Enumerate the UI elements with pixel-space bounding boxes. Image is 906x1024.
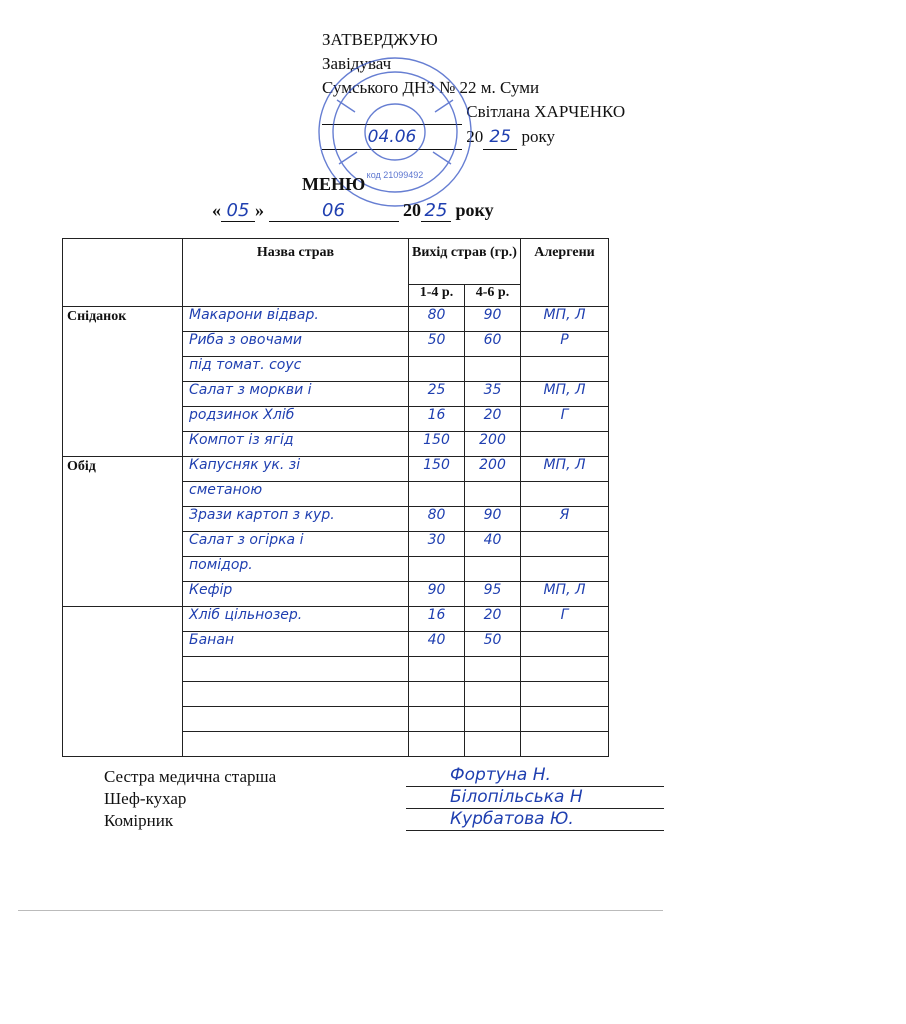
portion-4-6-cell (465, 707, 521, 732)
menu-month: 06 (269, 200, 399, 222)
portion-4-6-cell (465, 557, 521, 582)
storekeeper-sign-line (406, 830, 664, 831)
header-age-1-4: 1-4 р. (409, 285, 465, 307)
table-row (63, 607, 609, 632)
meal-lunch: Обід (63, 457, 183, 607)
allergens-cell: Г (521, 607, 609, 632)
stamp-marks (337, 100, 453, 164)
portion-1-4-cell (409, 682, 465, 707)
portion-1-4-cell: 150 (409, 432, 465, 457)
portion-1-4-cell: 40 (409, 632, 465, 657)
portion-1-4-cell: 30 (409, 532, 465, 557)
allergens-cell: МП, Л (521, 382, 609, 407)
nurse-label: Сестра медична старша (104, 767, 277, 786)
menu-rows (63, 307, 609, 757)
portion-1-4-cell (409, 732, 465, 757)
header-dish: Назва страв (183, 239, 409, 307)
allergens-cell (521, 657, 609, 682)
portion-1-4-cell (409, 357, 465, 382)
portion-1-4-cell: 80 (409, 307, 465, 332)
dish-cell: Хліб цільнозер. (183, 607, 409, 632)
chef-label: Шеф-кухар (104, 789, 187, 808)
dish-cell (183, 732, 409, 757)
portion-4-6-cell (465, 657, 521, 682)
approval-position: Завідувач (322, 54, 392, 73)
dish-cell: Риба з овочами (183, 332, 409, 357)
meal-empty (63, 607, 183, 757)
allergens-cell (521, 632, 609, 657)
dish-cell: Кефір (183, 582, 409, 607)
allergens-cell (521, 707, 609, 732)
table-row (63, 457, 609, 482)
allergens-cell (521, 682, 609, 707)
allergens-cell (521, 732, 609, 757)
approval-heading: ЗАТВЕРДЖУЮ (322, 30, 438, 49)
portion-4-6-cell: 20 (465, 607, 521, 632)
dish-cell: Банан (183, 632, 409, 657)
storekeeper-label: Комірник (104, 811, 174, 830)
menu-table (62, 238, 609, 757)
dish-cell: помідор. (183, 557, 409, 582)
menu-year-prefix: 20 (403, 200, 421, 220)
dish-cell: Капусняк ук. зі (183, 457, 409, 482)
stamp-center-ring (365, 104, 425, 160)
menu-day: 05 (221, 200, 255, 222)
menu-close-quote: » (255, 200, 264, 220)
portion-4-6-cell: 200 (465, 432, 521, 457)
portion-1-4-cell (409, 657, 465, 682)
menu-year-suffix: 25 (421, 200, 451, 222)
portion-1-4-cell: 16 (409, 607, 465, 632)
dish-cell (183, 657, 409, 682)
portion-4-6-cell: 200 (465, 457, 521, 482)
portion-4-6-cell: 60 (465, 332, 521, 357)
allergens-cell (521, 557, 609, 582)
portion-4-6-cell: 35 (465, 382, 521, 407)
header-output: Вихід страв (гр.) (409, 239, 521, 285)
portion-4-6-cell: 95 (465, 582, 521, 607)
approval-institution: Сумського ДНЗ № 22 м. Суми (322, 78, 540, 97)
portion-4-6-cell: 90 (465, 507, 521, 532)
header-allergens: Алергени (521, 239, 609, 307)
portion-4-6-cell: 20 (465, 407, 521, 432)
portion-4-6-cell (465, 732, 521, 757)
table-row (63, 307, 609, 332)
stamp-code: код 21099492 (366, 170, 424, 180)
portion-1-4-cell: 50 (409, 332, 465, 357)
portion-4-6-cell: 40 (465, 532, 521, 557)
portion-1-4-cell: 150 (409, 457, 465, 482)
menu-date (212, 200, 494, 222)
signature-labels (104, 766, 276, 832)
approval-year-suffix: 25 (483, 125, 517, 150)
dish-cell: сметаною (183, 482, 409, 507)
menu-title: МЕНЮ (302, 174, 366, 194)
portion-1-4-cell: 90 (409, 582, 465, 607)
portion-4-6-cell (465, 357, 521, 382)
dish-cell: Зрази картоп з кур. (183, 507, 409, 532)
portion-1-4-cell (409, 557, 465, 582)
dish-cell: Салат з моркви і (183, 382, 409, 407)
portion-4-6-cell: 50 (465, 632, 521, 657)
dish-cell (183, 682, 409, 707)
signatures-handwritten (410, 764, 583, 830)
dish-cell: Макарони відвар. (183, 307, 409, 332)
dish-cell: під томат. соус (183, 357, 409, 382)
storekeeper-signature: Курбатова Ю. (450, 809, 574, 829)
approval-year-word: року (521, 127, 556, 146)
dish-cell: родзинок Хліб (183, 407, 409, 432)
nurse-signature: Фортуна Н. (450, 765, 551, 785)
header-age-4-6: 4-6 р. (465, 285, 521, 307)
allergens-cell (521, 432, 609, 457)
chef-signature: Білопільська Н (450, 787, 583, 807)
allergens-cell (521, 482, 609, 507)
approval-name: Світлана ХАРЧЕНКО (466, 102, 626, 121)
portion-1-4-cell (409, 707, 465, 732)
allergens-cell: Р (521, 332, 609, 357)
approval-day: 04.06 (322, 125, 462, 150)
dish-cell: Компот із ягід (183, 432, 409, 457)
portion-4-6-cell (465, 482, 521, 507)
bottom-divider (18, 910, 663, 911)
allergens-cell: Г (521, 407, 609, 432)
meal-breakfast: Сніданок (63, 307, 183, 457)
allergens-cell: Я (521, 507, 609, 532)
portion-1-4-cell: 80 (409, 507, 465, 532)
allergens-cell (521, 532, 609, 557)
approval-year-prefix: 20 (466, 127, 484, 146)
portion-1-4-cell (409, 482, 465, 507)
allergens-cell: МП, Л (521, 457, 609, 482)
allergens-cell: МП, Л (521, 582, 609, 607)
portion-4-6-cell: 90 (465, 307, 521, 332)
header-meal (63, 239, 183, 307)
portion-4-6-cell (465, 682, 521, 707)
allergens-cell (521, 357, 609, 382)
allergens-cell: МП, Л (521, 307, 609, 332)
menu-year-word: року (455, 200, 494, 220)
dish-cell (183, 707, 409, 732)
menu-open-quote: « (212, 200, 221, 220)
dish-cell: Салат з огірка і (183, 532, 409, 557)
portion-1-4-cell: 16 (409, 407, 465, 432)
portion-1-4-cell: 25 (409, 382, 465, 407)
